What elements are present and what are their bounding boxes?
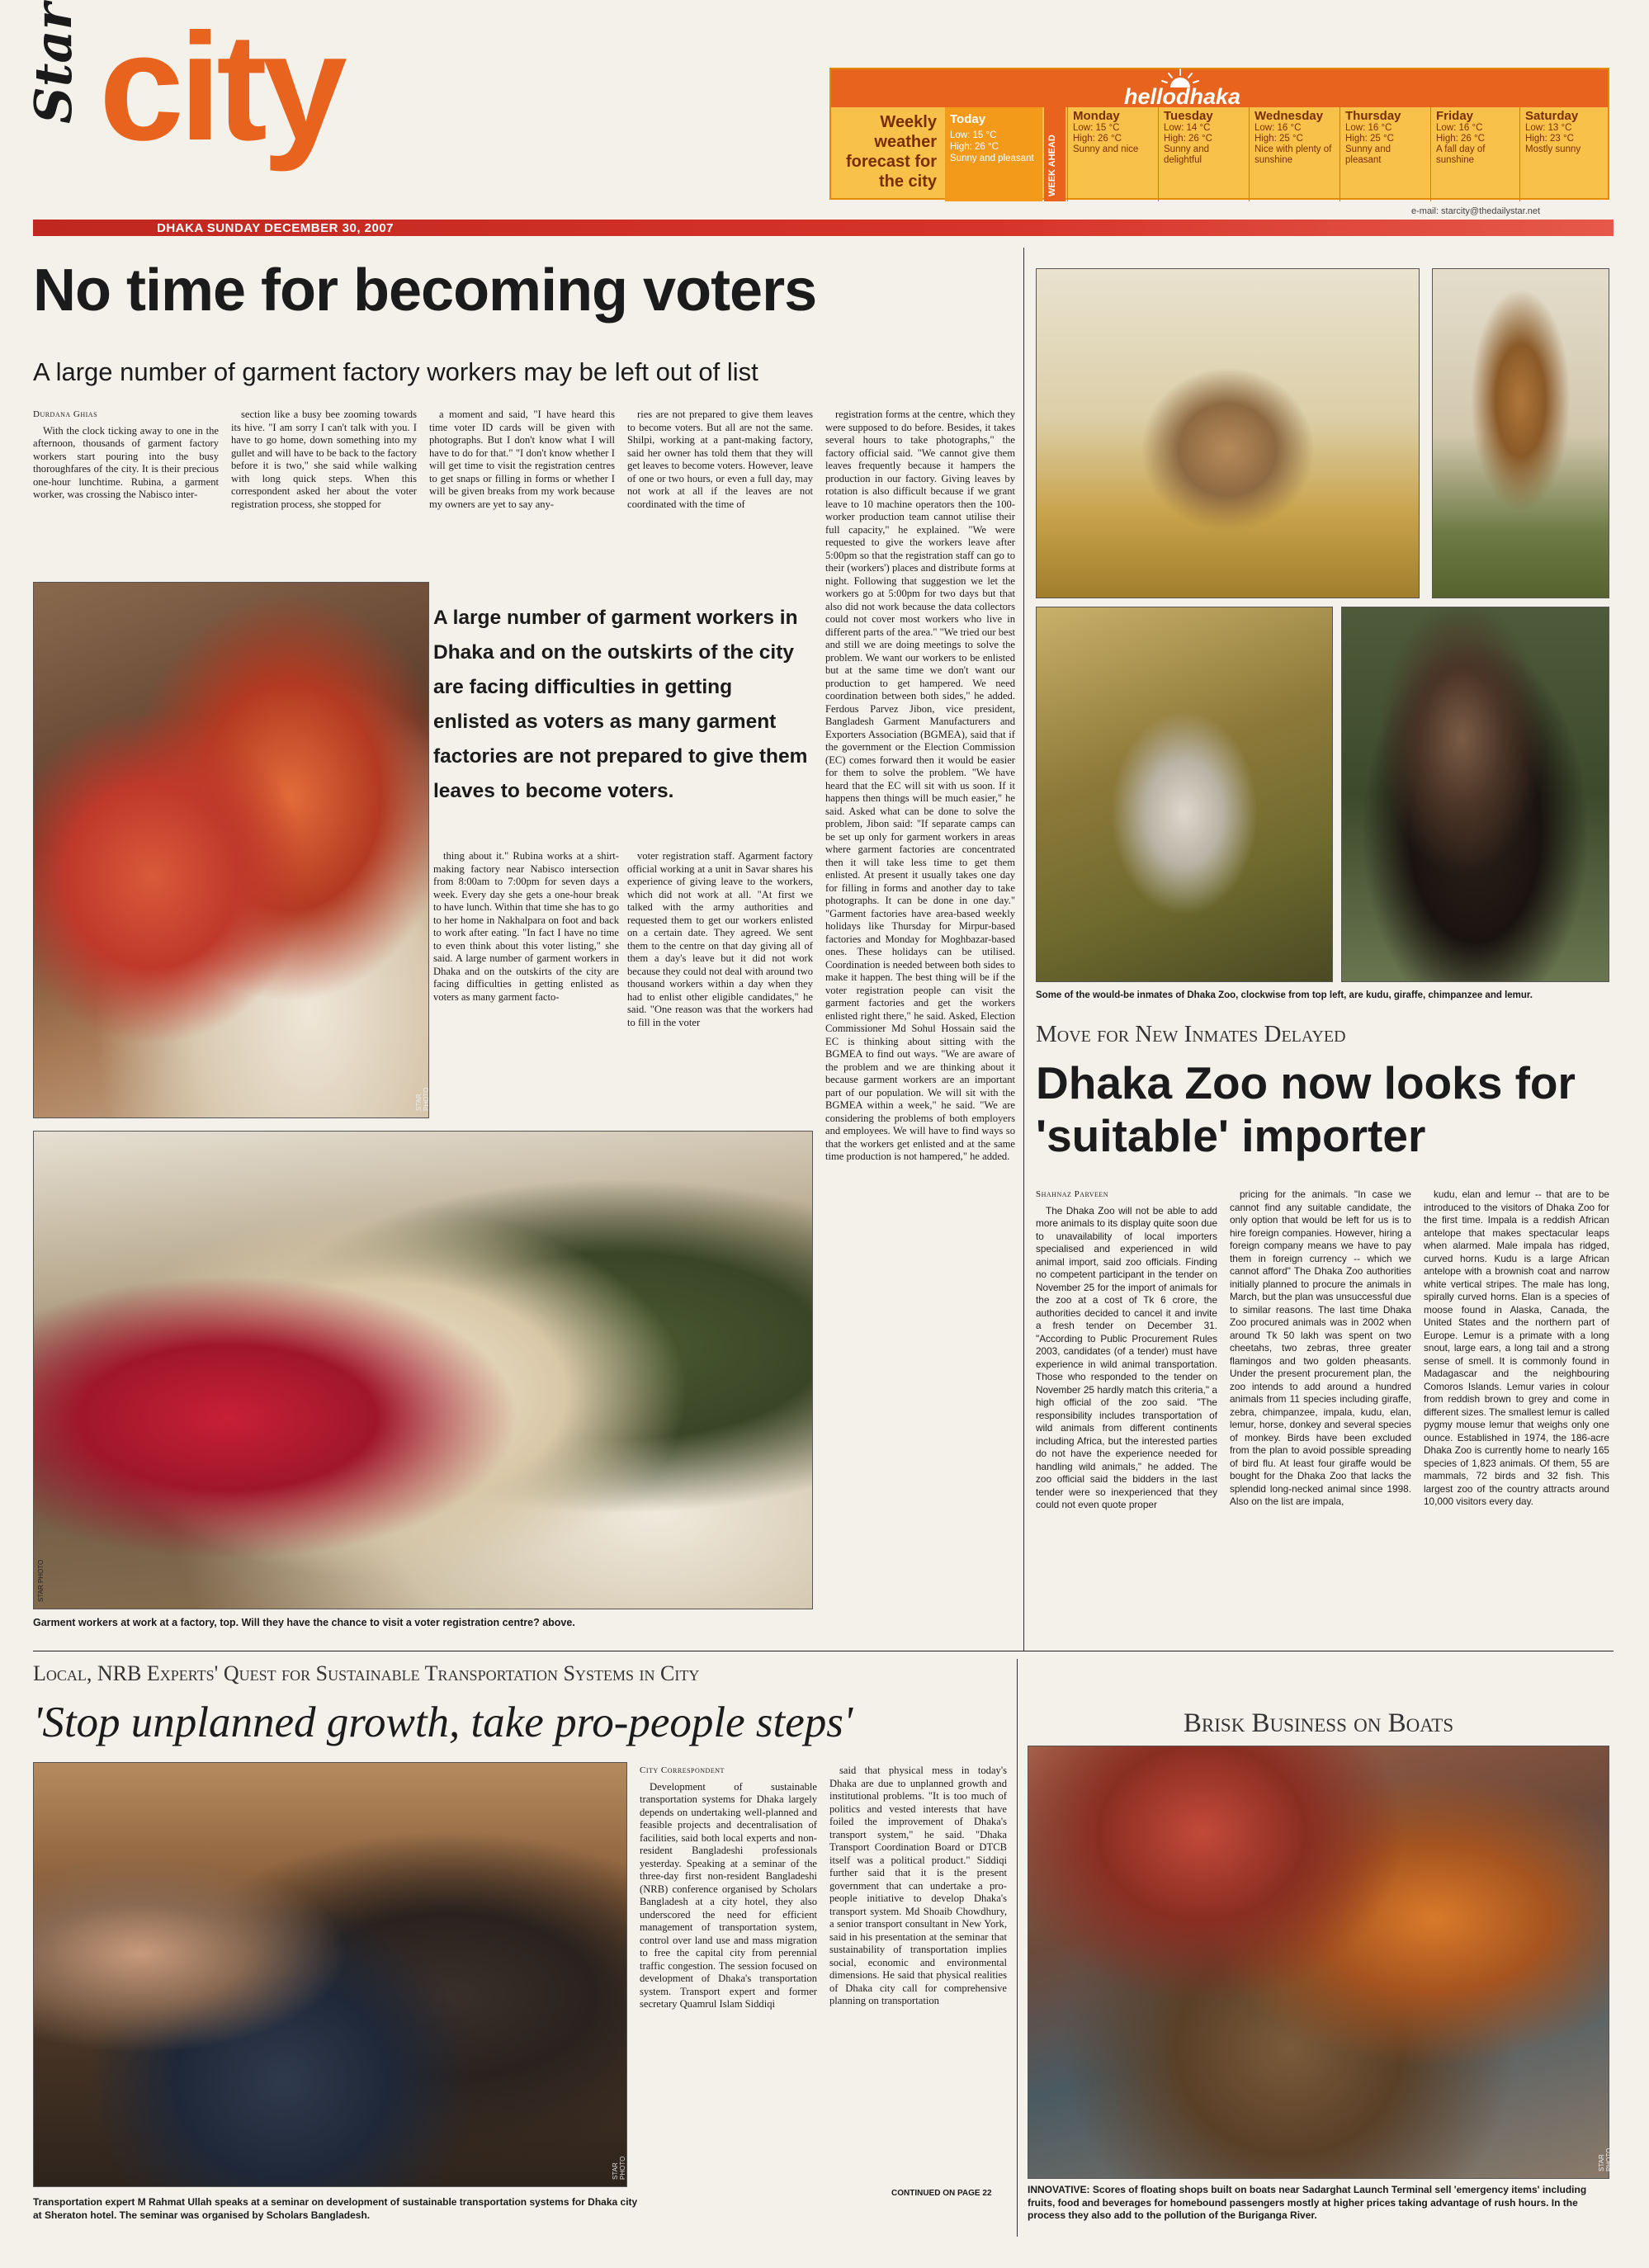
photo-kudu xyxy=(1036,268,1420,598)
byline-transport: City Correspondent xyxy=(640,1765,725,1775)
subhead-voters: A large number of garment factory workers may be left out of list xyxy=(33,357,758,386)
week-ahead-label: WEEK AHEAD xyxy=(1047,135,1057,196)
body-text: section like a busy bee zooming towards its hive. "I am sorry I can't talk with you. I have to go home, down something into my gullet and will have to be back to the factory before it is two," she said while walking with long quick steps. When this correspondent asked her about the voter registration process, she stopped for xyxy=(231,409,417,510)
photo-factory-workers xyxy=(33,582,429,1118)
weather-day xyxy=(1430,107,1519,201)
voters-col-right xyxy=(825,409,1015,1630)
today-low: Low: 15 °C xyxy=(950,130,997,140)
photo-credit: STAR PHOTO xyxy=(37,1559,45,1602)
day-desc: Sunny and delightful xyxy=(1164,144,1209,165)
weather-day xyxy=(1519,107,1610,201)
photo-credit: STAR PHOTO xyxy=(612,2156,626,2180)
dateline: DHAKA SUNDAY DECEMBER 30, 2007 xyxy=(157,221,395,235)
weather-box xyxy=(829,68,1609,200)
zoo-col-2 xyxy=(1230,1188,1411,1634)
weather-forecast-label: Weekly weather forecast for the city xyxy=(845,113,937,191)
day-low: Low: 15 °C xyxy=(1073,123,1120,133)
voters-col-2 xyxy=(231,409,417,574)
day-high: High: 26 °C xyxy=(1436,134,1485,144)
day-desc: A fall day of sunshine xyxy=(1436,144,1486,165)
body-text: Development of sustainable transportation systems for Dhaka largely depends on undertaking well-planned and feasible projects and decentralisation of facilities, said both local experts and non-resident Bangladeshi professionals yesterday. Speaking at a seminar of the three-day first non-resident Bangladeshi (NRB) conference organised by Scholars Bangladesh at a city hotel, they also underscored the need for efficient management of transportation system, control over land use and mass migration to free the capital city from perennial traffic congestion. The session focused on development of Dhaka's transportation system. Transport expert and former secretary Quamrul Islam Siddiqi xyxy=(640,1780,817,2010)
day-desc: Mostly sunny xyxy=(1525,144,1581,154)
byline-zoo: Shahnaz Parveen xyxy=(1036,1189,1109,1199)
day-name: Monday xyxy=(1073,109,1120,123)
pullquote: A large number of garment workers in Dhaka and on the outskirts of the city are facing difficulties in getting enlisted as voters as many garment factories are not prepared to give them leaves to become voters. xyxy=(433,607,808,802)
day-low: Low: 14 °C xyxy=(1164,123,1211,133)
today-label: Today xyxy=(950,112,986,126)
body-text: thing about it." Rubina works at a shirt-making factory near Nabisco intersection from 8:00am to 7:00pm for seven days a week. Every day she gets a one-hour break to have lunch. Within that time she has to go to her home in Nakhalpara on foot and back to work after eating. "In fact I have no time to even think about this voter listing," she said. A large number of garment workers in Dhaka and on the outskirts of the city are facing difficulties in getting enlisted as voters as many garment facto- xyxy=(433,850,619,1003)
photo-chimpanzee xyxy=(1341,607,1609,982)
body-text: pricing for the animals. "In case we cannot find any suitable candidate, the only option that would be left for us is to hire foreign companies. However, hiring a foreign company means we have to pay them in foreign currency -- which we cannot afford" The Dhaka Zoo authorities initially planned to procure the animals in March, but the plan was unsuccessful due to similar reasons. The last time Dhaka Zoo procured animals was in 2002 when around Tk 50 lakh was spent on two cheetahs, two zebras, three greater flamingos and two golden pheasants. Under the present procurement plan, the zoo intends to add around a hundred animals from 11 species including giraffe, zebra, chimpanzee, impala, kudu, elan, lemur, horse, donkey and several species of monkey. Birds have been excluded from the plan to avoid possible spreading of bird flu. At least four giraffe would be bought for the Dhaka Zoo that lacks the splendid long-necked animal since 1998. Also on the list are impala, xyxy=(1230,1188,1411,1507)
day-low: Low: 16 °C xyxy=(1254,123,1302,133)
body-text: kudu, elan and lemur -- that are to be introduced to the visitors of Dhaka Zoo for the first time. Impala is a reddish African antelope that makes spectacular leaps when alarmed. Male impala has ridged, curved horns. Kudu is a large African antelope with a brownish coat and narrow white vertical stripes. The male has long, spirally curved horns. Elan is a species of moose found in Alaska, Canada, the United States and the northern part of Europe. Lemur is a primate with a long snout, large ears, a long tail and a strong sense of smell. It is commonly found in Madagascar and the neighbouring Comoros Islands. Lemur varies in colour from reddish brown to grey and come in different sizes. The smallest lemur is called pygmy mouse lemur that weighs only one ounce. Established in 1974, the 186-acre Dhaka Zoo is currently home to nearly 165 species of 1,823 animals. Of them, 55 are mammals, 72 birds and 32 fish. This largest zoo of the country attracts around 10,000 visitors every day. xyxy=(1424,1188,1609,1507)
zoo-col-1 xyxy=(1036,1188,1217,1634)
day-high: High: 26 °C xyxy=(1073,134,1122,144)
photo-registration-centre xyxy=(33,1131,813,1609)
kicker-zoo: Move for New Inmates Delayed xyxy=(1036,1021,1346,1047)
headline-transport: 'Stop unplanned growth, take pro-people steps' xyxy=(33,1699,853,1746)
today-desc: Sunny and pleasant xyxy=(950,154,1034,163)
voters-col-3 xyxy=(429,409,615,574)
headline-voters: No time for becoming voters xyxy=(33,258,817,324)
continued-link[interactable]: CONTINUED ON PAGE 22 xyxy=(891,2189,992,2198)
day-desc: Nice with plenty of sunshine xyxy=(1254,144,1332,165)
day-high: High: 25 °C xyxy=(1345,134,1394,144)
body-text: voter registration staff. Agarment factory official working at a unit in Savar shares his experience of giving leave to the workers, which did not work at all. "At first we talked with the army authorities and requested them to get our workers enlisted on a certain date. They agreed. We sent them to the centre on that day giving all of them a day's leave but it did not work because they could not deal with around two thousand workers within a day when they had to enlist other eligible candidates," he said. "One reason was that the workers had to fill in the voter xyxy=(627,850,813,1028)
kicker-boats: Brisk Business on Boats xyxy=(1183,1708,1454,1738)
weather-brand: hellodhaka xyxy=(1124,84,1241,109)
voters-col-mid-2 xyxy=(627,850,813,1122)
body-text: a moment and said, "I have heard this time voter ID cards will be given with photographs. But I don't know what I will have to do for that." "I don't know whether I will get time to visit the registration centres to get snaps or filling in forms or whether I will be given breaks from my work because my owners are yet to say any- xyxy=(429,409,615,510)
photo-boats xyxy=(1028,1746,1613,2179)
body-text: ries are not prepared to give them leaves to become voters. But all are not the same. Shilpi, working at a pant-making factory, said her owner has told them that they will get leaves to become voters. However, leave of one or two hours, or even a full day, may not work at all if the leaves are not coordinated with the time of xyxy=(627,409,813,510)
day-desc: Sunny and pleasant xyxy=(1345,144,1391,165)
body-text: With the clock ticking away to one in the afternoon, thousands of garment factory workers start pouring into the busy thoroughfares of the city. It is their precious one-hour lunchtime. Rubina, a garment worker, was crossing the Nabisco inter- xyxy=(33,424,219,500)
weather-week xyxy=(1067,107,1610,201)
weather-today xyxy=(945,107,1042,201)
caption-voters: Garment workers at work at a factory, top. Will they have the chance to visit a voter registration centre? above. xyxy=(33,1617,575,1628)
weather-day xyxy=(1340,107,1430,201)
email-address: e-mail: starcity@thedailystar.net xyxy=(1411,206,1541,216)
photo-giraffe xyxy=(1432,268,1609,598)
photo-seminar xyxy=(33,1762,627,2187)
day-low: Low: 16 °C xyxy=(1436,123,1483,133)
weather-day xyxy=(1158,107,1249,201)
voters-col-1 xyxy=(33,409,219,574)
day-name: Thursday xyxy=(1345,109,1401,123)
transport-col-1 xyxy=(640,1765,817,2185)
day-high: High: 26 °C xyxy=(1164,134,1212,144)
transport-col-2 xyxy=(829,1765,1007,2185)
day-name: Tuesday xyxy=(1164,109,1213,123)
weather-day xyxy=(1067,107,1158,201)
caption-boats: INNOVATIVE: Scores of floating shops built on boats near Sadarghat Launch Terminal sell 'emergency items' including fruits, food and beverages for homebound passengers mostly at higher prices taking advantage of rush hours. In the process they also add to the pollution of the Buriganga River. xyxy=(1028,2184,1587,2221)
day-low: Low: 13 °C xyxy=(1525,123,1572,133)
week-ahead-strip xyxy=(1044,107,1065,201)
day-name: Saturday xyxy=(1525,109,1579,123)
voters-col-4 xyxy=(627,409,813,574)
day-desc: Sunny and nice xyxy=(1073,144,1139,154)
photo-credit: STAR PHOTO xyxy=(1598,2148,1613,2171)
day-name: Friday xyxy=(1436,109,1474,123)
logo-city: city xyxy=(99,2,343,172)
photo-credit: STAR PHOTO xyxy=(415,1087,430,1111)
kicker-transport: Local, NRB Experts' Quest for Sustainable Transportation Systems in City xyxy=(33,1661,700,1685)
body-text: said that physical mess in today's Dhaka are due to unplanned growth and institutional problems. "It is too much of politics and vested interests that have foiled the improvement of Dhaka's transport system," he said. "Dhaka Transport Coordination Board or DTCB itself was a political product." Siddiqi further said that it is the present government that can undertake a pro-people initiative to develop Dhaka's transport system. Md Shoaib Chowdhury, a senior transport consultant in New York, said in his presentation at the seminar that sustainability of transportation implies social, economic and environmental dimensions. He said that physical realities of Dhaka city call for comprehensive planning on transportation xyxy=(829,1765,1007,2006)
day-high: High: 25 °C xyxy=(1254,134,1303,144)
day-name: Wednesday xyxy=(1254,109,1324,123)
day-low: Low: 16 °C xyxy=(1345,123,1392,133)
photo-lemur xyxy=(1036,607,1333,982)
logo-star: Star xyxy=(23,2,83,124)
body-text: The Dhaka Zoo will not be able to add more animals to its display quite soon due to unavailability of local importers specialised and experienced in wild animal import, said zoo officials. Finding no competent participant in the tender on November 25 for the import of animals for the zoo at a cost of Tk 6 crore, the authorities decided to cancel it and invite a fresh tender on December 31. "According to Public Procurement Rules 2003, candidates (of a tender) must have experience in wild animal transportation. Those who responded to the tender on November 25 hardly match this criteria," a high official of the zoo said. "The responsibility includes transportation of wild animals from different continents including Africa, but the interested parties do not have the experience needed for handling wild animals," he added. The zoo official said the bidders in the last tender were so inexperienced that they could not even quote proper xyxy=(1036,1204,1217,1510)
voters-col-mid-1 xyxy=(433,850,619,1122)
byline-voters: Durdana Ghias xyxy=(33,409,98,419)
day-high: High: 23 °C xyxy=(1525,134,1574,144)
weather-day xyxy=(1249,107,1340,201)
divider xyxy=(1017,1659,1018,2237)
today-high: High: 26 °C xyxy=(950,142,999,152)
caption-zoo-photos: Some of the would-be inmates of Dhaka Zoo, clockwise from top left, are kudu, giraffe, chimpanzee and lemur. xyxy=(1036,990,1533,1000)
masthead xyxy=(0,0,1649,239)
caption-transport: Transportation expert M Rahmat Ullah speaks at a seminar on development of sustainable transportation systems for Dhaka city at Sheraton hotel. The seminar was organised by Scholars Bangladesh. xyxy=(33,2196,638,2221)
divider xyxy=(1023,248,1024,1651)
body-text: registration forms at the centre, which they were supposed to do before. Besides, it takes several hours to take photographs," the factory official said. "We cannot give them leaves frequently because it hampers the production in our factory. Giving leaves by rotation is also difficult because if we grant leave to 10 machine operators then the 100-worker production team cannot utilise their full capacity," he explained. "We were requested to give the workers leave after 5:00pm so that the registration staff can go to their (workers') places and distribute forms at night. Following that suggestion we let the workers go at 5:00pm for two days but that also did not work because the data collectors could not cover most workers who live in different parts of the area." "We tried our best and still we are doing meetings to solve the problem. We want our workers to be enlisted but at the same time we don't want our production to get hampered. We need coordination between both sides," he added. Ferdous Parvez Jibon, vice president, Bangladesh Garment Manufacturers and Exporters Association (BGMEA), said that if the government or the Election Commission (EC) comes forward then it would be easier for them to solve the problem. "We have heard that the EC will sit with us soon. If it happens then things will be much easier," he said. Asked what can be done to solve the problem, Jibon said: "If separate camps can be set up only for garment workers in areas where garment factories are concentrated then it will take less time to get them enlisted. At present it usually takes one day for filling in forms and another day to take photographs. It can be done in one day." "Garment factories have area-based weekly holidays like Thursday for Mirpur-based factories and Monday for Moghbazar-based ones. These holidays can be utilised. Coordination is needed between both sides to make it happen. The best thing will be if the voter registration people can visit the garment factories and get the workers enlisted right there," he said. Asked, Election Commissioner Md Sohul Hossain said the EC is thinking about sitting with the BGMEA to find out ways. "We are aware of the problem and we are thinking about it because garment workers are an important part of our population. We will sit with the BGMEA within a week," he said. "We are considering the problems of both employers and employees. We will have to find ways so that the workers get enlisted and at the same time production is not hampered," he added. xyxy=(825,409,1015,1162)
headline-zoo: Dhaka Zoo now looks for 'suitable' importer xyxy=(1036,1057,1576,1161)
zoo-col-3 xyxy=(1424,1188,1609,1634)
